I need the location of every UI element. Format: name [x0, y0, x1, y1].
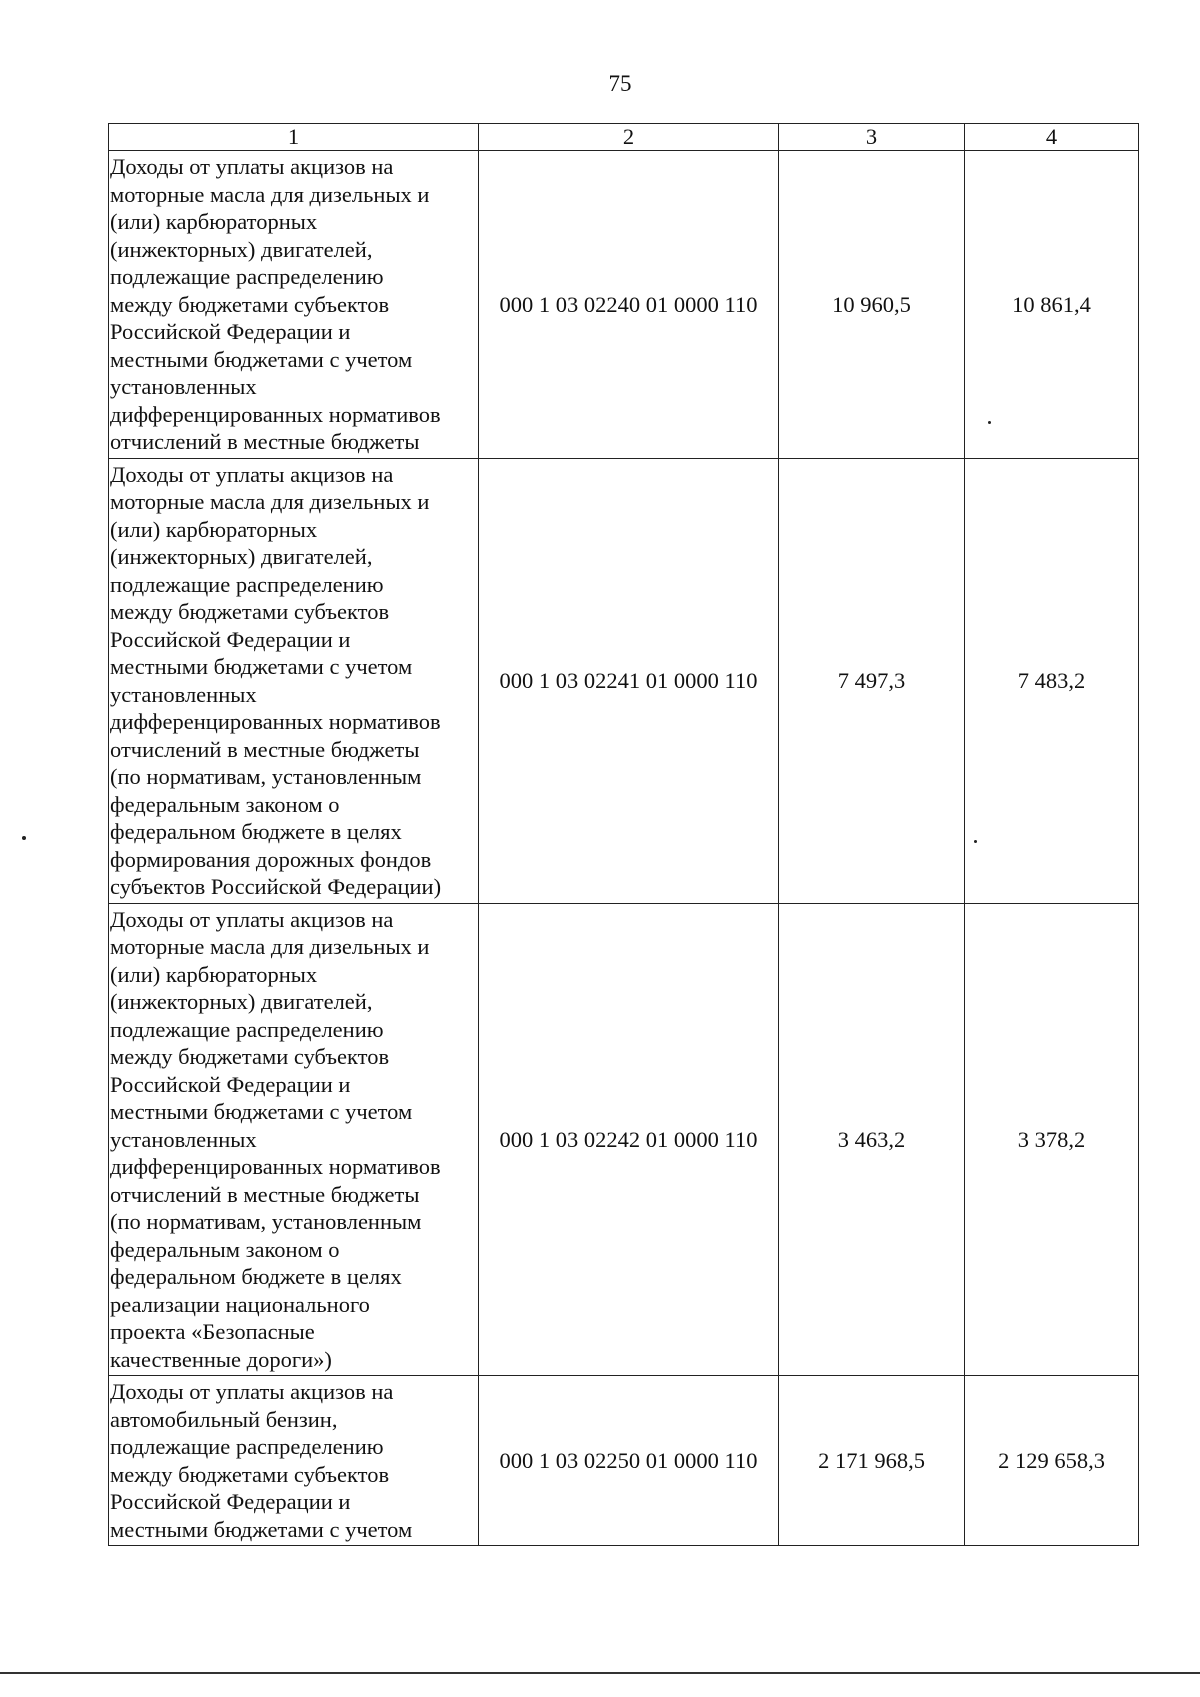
column-header-4: 4: [965, 124, 1139, 151]
description-line: отчислений в местные бюджеты: [110, 1181, 420, 1207]
description-line: Доходы от уплаты акцизов на: [110, 461, 394, 487]
description-line: подлежащие распределению: [110, 1016, 384, 1042]
description-line: Доходы от уплаты акцизов на: [110, 154, 394, 179]
row-description: [109, 903, 479, 1376]
description-line: проекта «Безопасные: [110, 1319, 315, 1344]
row-description: [109, 151, 479, 459]
description-line: (по нормативам, установленным: [110, 1209, 422, 1234]
description-line: между бюджетами субъектов: [110, 1044, 390, 1069]
description-line: федеральном бюджете в целях: [110, 1264, 402, 1289]
revenue-table-body: [109, 124, 1139, 1546]
description-line: качественные дороги»): [110, 1346, 332, 1372]
description-line: моторные масла для дизельных и: [110, 181, 430, 207]
description-line: между бюджетами субъектов: [110, 1461, 390, 1487]
description-line: автомобильный бензин,: [110, 1406, 338, 1432]
row-code: 000 1 03 02241 01 0000 110: [479, 458, 779, 903]
description-line: федеральном бюджете в целях: [110, 819, 402, 844]
row-value-col4: 7 483,2: [965, 458, 1139, 903]
description-line: дифференцированных нормативов: [110, 1154, 441, 1179]
row-value-col4: 10 861,4: [965, 151, 1139, 459]
scan-speck: [988, 421, 991, 424]
bottom-scan-edge: [0, 1672, 1200, 1674]
description-line: Российской Федерации и: [110, 1071, 351, 1097]
description-line: моторные масла для дизельных и: [110, 489, 430, 514]
description-line: отчислений в местные бюджеты: [110, 429, 420, 454]
description-line: федеральным законом о: [110, 791, 340, 817]
description-line: подлежащие распределению: [110, 571, 384, 597]
revenue-table: [108, 123, 1139, 1546]
table-header-row: [109, 124, 1139, 151]
row-value-col3: 2 171 968,5: [779, 1376, 965, 1546]
column-header-2: 2: [479, 124, 779, 151]
table-row: [109, 1376, 1139, 1546]
description-line: отчислений в местные бюджеты: [110, 736, 420, 762]
row-description: [109, 458, 479, 903]
table-row: [109, 458, 1139, 903]
description-line: формирования дорожных фондов: [110, 846, 432, 872]
description-line: федеральным законом о: [110, 1236, 340, 1262]
description-line: Российской Федерации и: [110, 626, 351, 652]
description-line: местными бюджетами с учетом: [110, 1516, 413, 1542]
row-code: 000 1 03 02242 01 0000 110: [479, 903, 779, 1376]
row-value-col3: 3 463,2: [779, 903, 965, 1376]
row-value-col3: 7 497,3: [779, 458, 965, 903]
description-line: (инжекторных) двигателей,: [110, 989, 373, 1014]
description-line: (или) карбюраторных: [110, 209, 318, 234]
description-line: (или) карбюраторных: [110, 961, 318, 987]
description-line: Доходы от уплаты акцизов на: [110, 1379, 394, 1404]
description-line: дифференцированных нормативов: [110, 709, 441, 734]
description-line: дифференцированных нормативов: [110, 401, 441, 427]
row-value-col4: 3 378,2: [965, 903, 1139, 1376]
column-header-3: 3: [779, 124, 965, 151]
row-value-col3: 10 960,5: [779, 151, 965, 459]
scan-speck: [22, 836, 26, 840]
description-line: (инжекторных) двигателей,: [110, 236, 373, 262]
row-code: 000 1 03 02250 01 0000 110: [479, 1376, 779, 1546]
description-line: между бюджетами субъектов: [110, 291, 390, 317]
table-row: [109, 151, 1139, 459]
description-line: моторные масла для дизельных и: [110, 934, 430, 959]
row-code: 000 1 03 02240 01 0000 110: [479, 151, 779, 459]
description-line: местными бюджетами с учетом: [110, 346, 413, 372]
scan-speck: [974, 840, 977, 843]
description-line: установленных: [110, 374, 257, 399]
description-line: Российской Федерации и: [110, 319, 351, 344]
page-number: 75: [608, 71, 632, 96]
description-line: субъектов Российской Федерации): [110, 874, 442, 899]
description-line: Доходы от уплаты акцизов на: [110, 906, 394, 932]
column-header-1: 1: [109, 124, 479, 151]
description-line: (или) карбюраторных: [110, 516, 318, 542]
description-line: местными бюджетами с учетом: [110, 654, 413, 679]
description-line: (инжекторных) двигателей,: [110, 544, 373, 569]
description-line: (по нормативам, установленным: [110, 764, 422, 789]
description-line: реализации национального: [110, 1291, 370, 1317]
table-row: [109, 903, 1139, 1376]
row-description: [109, 1376, 479, 1546]
description-line: установленных: [110, 681, 257, 707]
description-line: установленных: [110, 1126, 257, 1152]
description-line: подлежащие распределению: [110, 1434, 384, 1459]
description-line: подлежащие распределению: [110, 264, 384, 289]
description-line: Российской Федерации и: [110, 1489, 351, 1514]
row-value-col4: 2 129 658,3: [965, 1376, 1139, 1546]
description-line: между бюджетами субъектов: [110, 599, 390, 624]
description-line: местными бюджетами с учетом: [110, 1099, 413, 1124]
